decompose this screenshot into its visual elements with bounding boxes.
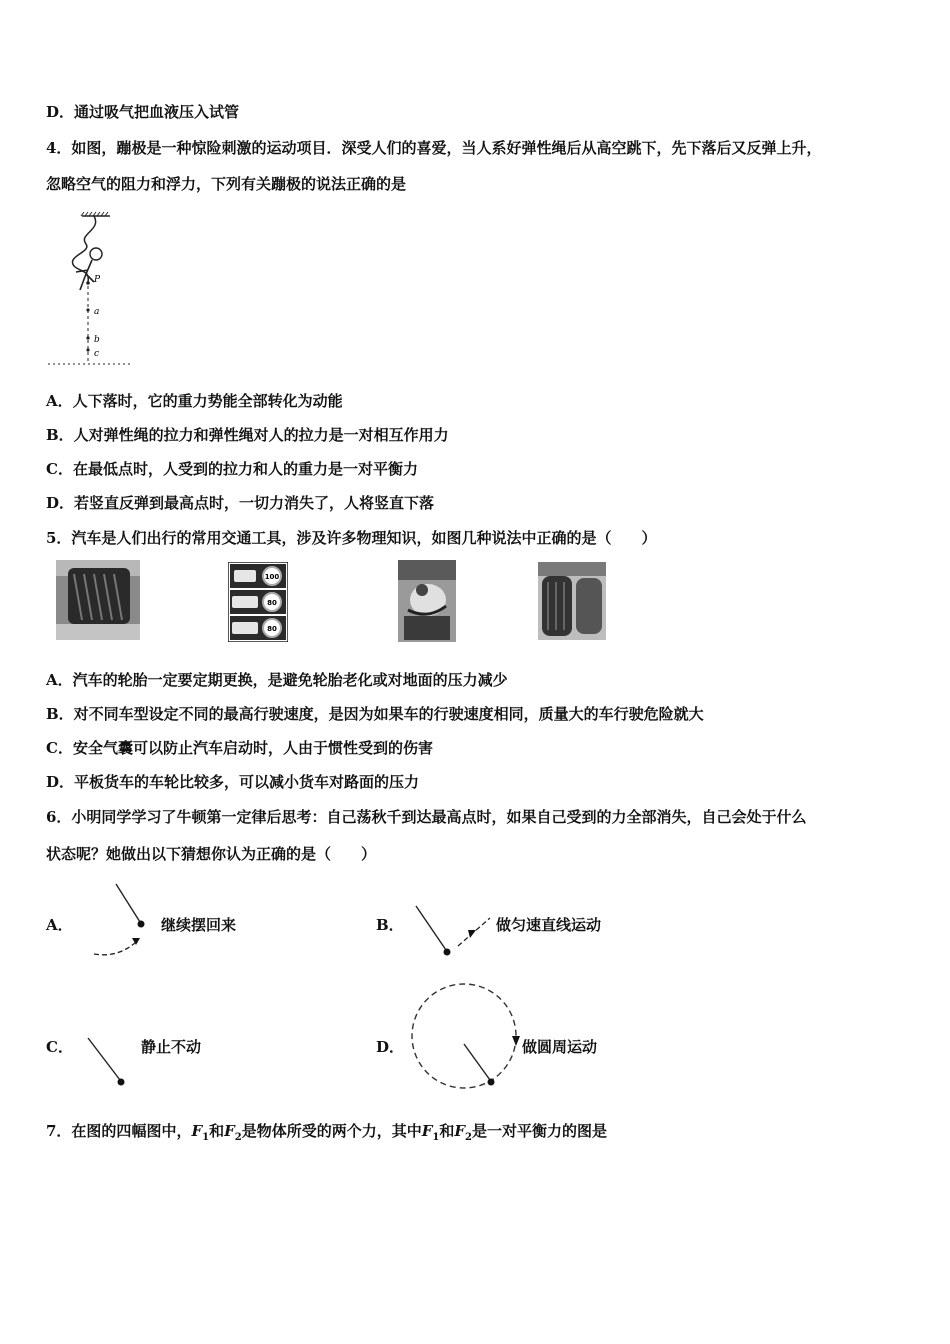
f1b-subscript: 1 bbox=[432, 1132, 440, 1143]
car-icon bbox=[234, 570, 256, 582]
tire-tread-photo bbox=[56, 560, 140, 640]
truck-icon bbox=[232, 622, 258, 634]
q4-option-a: A．人下落时，它的重力势能全部转化为动能 bbox=[46, 392, 343, 410]
q6-option-c-label: C． bbox=[46, 1038, 73, 1056]
q5-stem: 5．汽车是人们出行的常用交通工具，涉及许多物理知识，如图几种说法中正确的是（ ） bbox=[46, 529, 657, 547]
swing-diagram-a bbox=[88, 882, 158, 958]
truck-wheels-photo bbox=[538, 562, 606, 640]
bungee-figure bbox=[44, 210, 136, 372]
q7-and2: 和 bbox=[439, 1122, 455, 1140]
f2b-subscript: 2 bbox=[465, 1132, 472, 1143]
q7-and1: 和 bbox=[209, 1122, 225, 1140]
sign-value-2: 80 bbox=[267, 599, 277, 607]
arrow-icon bbox=[468, 930, 476, 938]
q4-option-d: D．若竖直反弹到最高点时，一切力消失了，人将竖直下落 bbox=[46, 494, 435, 512]
q7-part3: 是一对平衡力的图是 bbox=[472, 1122, 608, 1140]
q4-stem-line1: 4．如图，蹦极是一种惊险刺激的运动项目．深受人们的喜爱，当人系好弹性绳后从高空跳下，先下落后又反弹上升， bbox=[46, 139, 822, 157]
q7-part1: 7．在图的四幅图中， bbox=[46, 1122, 192, 1140]
label-a: a bbox=[94, 307, 100, 317]
q4-stem-line2: 忽略空气的阻力和浮力，下列有关蹦极的说法正确的是 bbox=[46, 175, 407, 193]
force-f2b: F bbox=[454, 1122, 466, 1140]
bus-icon bbox=[232, 596, 258, 608]
swing-diagram-d bbox=[404, 980, 520, 1096]
arrow-icon bbox=[512, 1036, 520, 1046]
label-p: P bbox=[94, 275, 101, 285]
q6-option-a-label: A． bbox=[46, 916, 73, 934]
q6-option-b-text: 做匀速直线运动 bbox=[496, 916, 602, 934]
q6-option-d-text: 做圆周运动 bbox=[522, 1038, 598, 1056]
force-f1b: F bbox=[421, 1122, 433, 1140]
swing-diagram-b bbox=[410, 902, 500, 962]
q4-option-c: C．在最低点时，人受到的拉力和人的重力是一对平衡力 bbox=[46, 460, 418, 478]
swing-diagram-c bbox=[84, 1036, 130, 1088]
f2-subscript: 2 bbox=[234, 1132, 242, 1143]
q7-part2: 是物体所受的两个力，其中 bbox=[241, 1122, 422, 1140]
q6-stem-line2: 状态呢？她做出以下猜想你认为正确的是（ ） bbox=[46, 845, 377, 863]
q6-option-b-label: B． bbox=[376, 916, 404, 934]
sign-value-1: 100 bbox=[264, 573, 280, 581]
force-f1: F bbox=[191, 1122, 203, 1140]
q5-option-a: A．汽车的轮胎一定要定期更换，是避免轮胎老化或对地面的压力减少 bbox=[46, 671, 508, 689]
q5-option-c: C．安全气囊可以防止汽车启动时，人由于惯性受到的伤害 bbox=[46, 739, 433, 757]
q7-stem bbox=[46, 1120, 607, 1143]
q4-option-b: B．人对弹性绳的拉力和弹性绳对人的拉力是一对相互作用力 bbox=[46, 426, 449, 444]
force-f2: F bbox=[224, 1122, 235, 1140]
speed-limit-signs bbox=[228, 562, 288, 642]
f1-subscript: 1 bbox=[202, 1132, 210, 1143]
q6-option-a-text: 继续摆回来 bbox=[161, 916, 237, 934]
q6-option-d-label: D． bbox=[376, 1038, 405, 1056]
airbag-photo bbox=[398, 560, 456, 642]
q3-option-d: D．通过吸气把血液压入试管 bbox=[46, 103, 240, 121]
q6-stem-line1: 6．小明同学学习了牛顿第一定律后思考：自己荡秋千到达最高点时，如果自己受到的力全部消失，自己会处于什么 bbox=[46, 808, 807, 826]
sign-value-3: 80 bbox=[267, 625, 277, 633]
label-b: b bbox=[94, 335, 100, 345]
q5-option-d: D．平板货车的车轮比较多，可以减小货车对路面的压力 bbox=[46, 773, 420, 791]
label-c: c bbox=[94, 349, 100, 359]
q6-option-c-text: 静止不动 bbox=[141, 1038, 202, 1056]
q5-option-b: B．对不同车型设定不同的最高行驶速度，是因为如果车的行驶速度相同，质量大的车行驶危险就大 bbox=[46, 705, 704, 723]
